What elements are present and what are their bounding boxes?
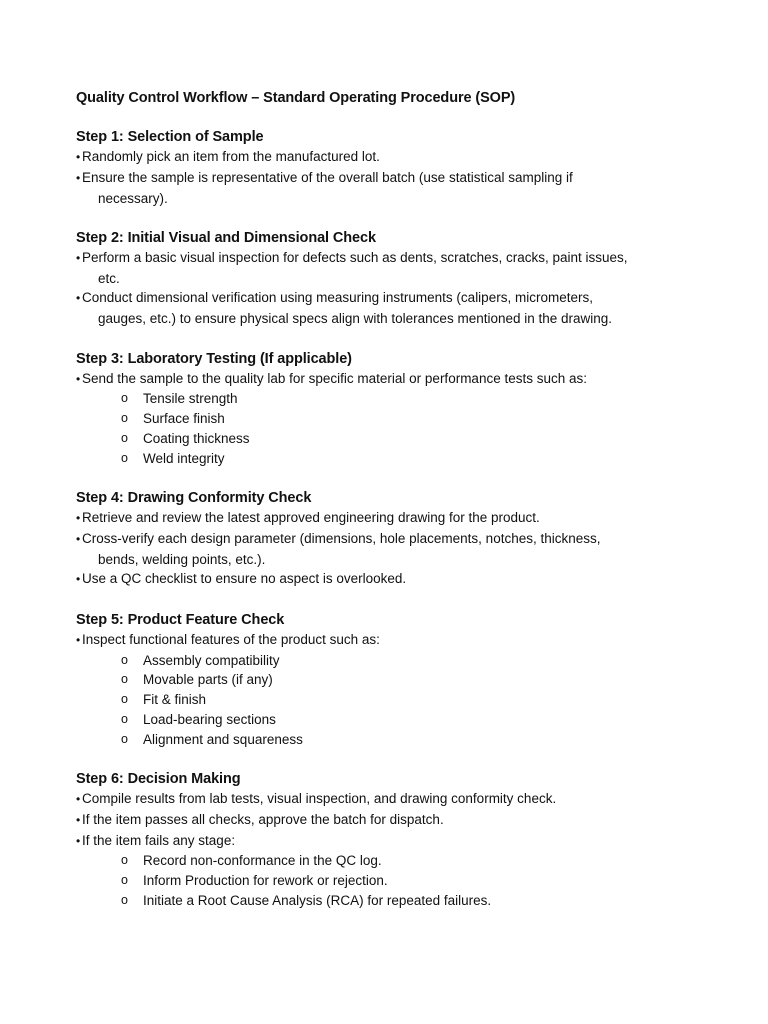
sub-bullet-circle-icon: o <box>121 692 128 707</box>
sub-bullet-text: Surface finish <box>143 411 225 427</box>
sub-bullet-item <box>76 710 696 730</box>
bullet-text <box>76 831 696 852</box>
bullet-item <box>76 288 696 329</box>
bullet-line-text: necessary). <box>98 190 168 206</box>
bullet-line-text: If the item fails any stage: <box>82 832 236 848</box>
bullet-item <box>76 147 696 168</box>
sub-bullet-text: Load-bearing sections <box>143 711 276 727</box>
sub-bullet-item <box>76 690 696 710</box>
bullet-text <box>76 569 696 590</box>
sub-bullet-text: Weld integrity <box>143 450 225 466</box>
step-heading: Step 4: Drawing Conformity Check <box>76 490 312 507</box>
bullet-text <box>76 248 696 269</box>
sub-bullet-item <box>76 730 696 750</box>
step-heading: Step 3: Laboratory Testing (If applicable) <box>76 350 352 367</box>
bullet-text-continuation <box>76 189 696 209</box>
bullet-text <box>76 369 696 390</box>
bullet-text-continuation <box>76 309 696 329</box>
bullet-line-text: gauges, etc.) to ensure physical specs align with tolerances mentioned in the drawing. <box>98 311 613 327</box>
bullet-dot-icon: • <box>76 833 81 848</box>
bullet-text <box>76 789 696 810</box>
bullet-dot-icon: • <box>76 291 81 306</box>
bullet-item <box>76 168 696 209</box>
step-section <box>76 228 696 329</box>
sub-bullet-circle-icon: o <box>121 430 128 445</box>
step-section <box>76 349 696 469</box>
sub-bullet-circle-icon: o <box>121 893 128 908</box>
bullet-dot-icon: • <box>76 572 81 587</box>
sub-bullet-text: Tensile strength <box>143 391 238 407</box>
bullet-line-text: Ensure the sample is representative of the overall batch (use statistical sampling if <box>82 169 573 185</box>
step-heading: Step 6: Decision Making <box>76 771 241 788</box>
step-section <box>76 127 696 208</box>
sub-bullet-item <box>76 891 696 911</box>
bullet-text <box>76 508 696 529</box>
bullet-text-continuation <box>76 269 696 289</box>
bullet-item <box>76 369 696 469</box>
bullet-line-text: Use a QC checklist to ensure no aspect is overlooked. <box>82 571 407 587</box>
sub-bullet-circle-icon: o <box>121 711 128 726</box>
sub-bullet-text: Record non-conformance in the QC log. <box>143 853 382 869</box>
bullet-item <box>76 508 696 529</box>
step-heading: Step 1: Selection of Sample <box>76 129 264 145</box>
document-title: Quality Control Workflow – Standard Operating Procedure (SOP) <box>76 90 516 106</box>
bullet-text <box>76 529 696 550</box>
bullet-line-text: Inspect functional features of the product such as: <box>82 631 380 647</box>
bullet-item <box>76 630 696 750</box>
sub-bullet-circle-icon: o <box>121 391 128 406</box>
bullet-line-text: Perform a basic visual inspection for defects such as dents, scratches, cracks, paint issues, <box>82 249 628 265</box>
bullet-line-text: Retrieve and review the latest approved engineering drawing for the product. <box>82 510 540 526</box>
sub-bullet-circle-icon: o <box>121 853 128 868</box>
sub-bullet-text: Movable parts (if any) <box>143 672 273 688</box>
sub-bullet-item <box>76 651 696 671</box>
sub-bullet-item <box>76 670 696 690</box>
sub-bullet-text: Initiate a Root Cause Analysis (RCA) for repeated failures. <box>143 893 492 909</box>
bullet-dot-icon: • <box>76 531 81 546</box>
bullet-item <box>76 569 696 590</box>
sub-bullet-circle-icon: o <box>121 873 128 888</box>
sub-bullet-item <box>76 409 696 429</box>
bullet-item <box>76 789 696 810</box>
sub-bullet-item <box>76 871 696 891</box>
bullet-line-text: bends, welding points, etc.). <box>98 551 266 567</box>
bullet-item <box>76 529 696 570</box>
bullet-item <box>76 831 696 911</box>
bullet-dot-icon: • <box>76 150 81 164</box>
bullet-line-text: Cross-verify each design parameter (dimensions, hole placements, notches, thickness, <box>82 530 601 546</box>
bullet-text <box>76 630 696 651</box>
bullet-item <box>76 810 696 831</box>
sub-bullet-circle-icon: o <box>121 411 128 426</box>
bullet-dot-icon: • <box>76 632 81 647</box>
bullet-line-text: Conduct dimensional verification using measuring instruments (calipers, micrometers, <box>82 290 593 306</box>
bullet-dot-icon: • <box>76 511 81 526</box>
step-section <box>76 488 696 590</box>
document-page <box>76 88 696 930</box>
step-section <box>76 610 696 750</box>
bullet-dot-icon: • <box>76 812 81 827</box>
bullet-text <box>76 810 696 831</box>
bullet-line-text: Randomly pick an item from the manufactured lot. <box>82 149 380 164</box>
sub-bullet-circle-icon: o <box>121 672 128 687</box>
sub-bullet-circle-icon: o <box>121 652 128 667</box>
bullet-item <box>76 248 696 289</box>
bullet-text-continuation <box>76 550 696 570</box>
bullet-text <box>76 288 696 309</box>
sub-bullet-circle-icon: o <box>121 731 128 746</box>
bullet-line-text: If the item passes all checks, approve the batch for dispatch. <box>82 811 444 827</box>
bullet-line-text: Send the sample to the quality lab for specific material or performance tests such as: <box>82 370 587 386</box>
bullet-line-text: Compile results from lab tests, visual inspection, and drawing conformity check. <box>82 791 557 807</box>
bullet-dot-icon: • <box>76 371 81 386</box>
bullet-dot-icon: • <box>76 250 81 265</box>
bullet-text <box>76 147 696 168</box>
steps-container <box>76 127 696 911</box>
step-heading: Step 5: Product Feature Check <box>76 611 285 628</box>
bullet-dot-icon: • <box>76 170 81 185</box>
step-section <box>76 769 696 911</box>
bullet-line-text: etc. <box>98 270 120 286</box>
sub-bullet-text: Coating thickness <box>143 430 250 446</box>
sub-bullet-text: Inform Production for rework or rejection. <box>143 873 388 889</box>
sub-bullet-text: Fit & finish <box>143 692 207 708</box>
bullet-text <box>76 168 696 189</box>
sub-bullet-item <box>76 851 696 871</box>
bullet-dot-icon: • <box>76 792 81 807</box>
sub-bullet-item <box>76 389 696 409</box>
step-heading: Step 2: Initial Visual and Dimensional Check <box>76 229 376 246</box>
sub-bullet-circle-icon: o <box>121 450 128 465</box>
sub-bullet-text: Assembly compatibility <box>143 652 280 668</box>
sub-bullet-item <box>76 449 696 469</box>
sub-bullet-text: Alignment and squareness <box>143 731 303 747</box>
sub-bullet-item <box>76 429 696 449</box>
